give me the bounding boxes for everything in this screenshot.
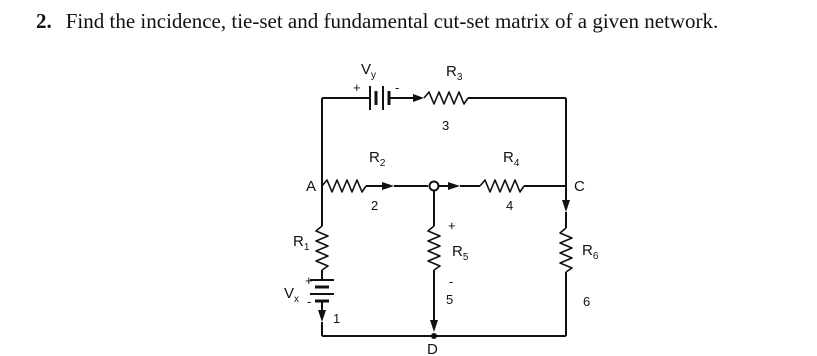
resistor-r1 <box>316 226 328 270</box>
node-d-dot <box>431 333 437 339</box>
branch-5-arrow <box>430 320 438 332</box>
r1-label: $R_1$ <box>293 233 310 253</box>
branch-3-arrow <box>413 94 424 102</box>
branch-number-3: 3 <box>442 118 450 133</box>
vy-minus-sign: - <box>395 80 400 95</box>
source-vy <box>370 86 389 110</box>
vx-label: $V_x$ <box>284 285 300 305</box>
resistor-r3 <box>424 92 468 104</box>
vy-label: $V_y$ <box>361 61 377 81</box>
resistor-r5 <box>428 226 440 270</box>
source-vx <box>310 280 334 301</box>
node-c-label: C <box>574 178 585 195</box>
r5-label: $R_5$ <box>452 243 469 263</box>
branch-6-arrow <box>562 200 570 212</box>
center-branch <box>428 191 440 332</box>
middle-node <box>430 182 439 191</box>
vy-plus-sign: + <box>353 80 361 95</box>
branch-4-arrow <box>448 182 460 190</box>
vx-minus-sign: - <box>307 294 312 309</box>
branch-1-arrow <box>318 310 326 322</box>
resistor-r4 <box>480 180 524 192</box>
top-branch <box>322 86 566 186</box>
r5-plus-sign: + <box>448 218 456 233</box>
branch-number-5: 5 <box>446 292 454 307</box>
r6-label: $R_6$ <box>582 242 599 262</box>
branch-2-arrow <box>382 182 394 190</box>
question-number: 2. <box>36 9 52 33</box>
right-branch <box>560 186 572 336</box>
middle-branch <box>322 180 566 192</box>
question-statement: Find the incidence, tie-set and fundamental cut-set matrix of a given network. <box>65 9 719 33</box>
node-d-label: D <box>427 341 438 356</box>
branch-number-6: 6 <box>583 294 591 309</box>
r5-minus-sign: - <box>449 274 454 289</box>
r3-label: $R_3$ <box>446 63 463 83</box>
resistor-r2 <box>322 180 366 192</box>
r2-label: $R_2$ <box>369 149 386 169</box>
node-a-label: A <box>306 178 317 195</box>
left-branch <box>310 186 334 336</box>
resistor-r6 <box>560 228 572 272</box>
r4-label: $R_4$ <box>503 149 520 169</box>
branch-number-2: 2 <box>371 198 379 213</box>
vx-plus-sign: + <box>305 273 313 288</box>
branch-number-1: 1 <box>333 311 341 326</box>
branch-number-4: 4 <box>506 198 514 213</box>
